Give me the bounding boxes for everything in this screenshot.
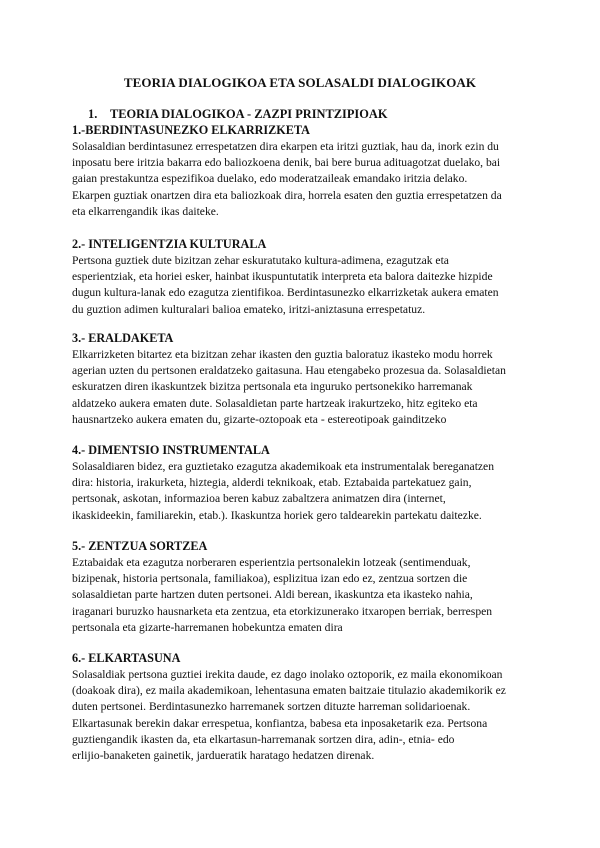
principle-heading: 1.-BERDINTASUNEZKO ELKARRIZKETA	[72, 123, 310, 137]
principle-berdintasunezko-elkarrizketa	[72, 122, 542, 220]
principle-heading: 3.- ERALDAKETA	[72, 331, 174, 345]
body-line: Ekarpen guztiak onartzen dira eta baliozkoak dira, horrela esaten den guztia errespetatzen da	[72, 188, 502, 202]
body-line: guztiengandik ikasten da, eta elkartasun-harremanak sortzen dira, adin-, etnia- edo	[72, 732, 455, 746]
body-line: gaian prestakuntza espezifikoa duelako, edo moderatzaileak emandako iritzia delako.	[72, 172, 468, 186]
body-line: hausnartzeko aukera ematen du, gizarte-oztopoak eta - estereotipoak gainditzeko	[72, 412, 447, 426]
body-line: solasaldietan parte hartzen duten pertsonei. Aldi berean, ikaskuntza eta ikasteko nahia,	[72, 588, 473, 602]
document-title: TEORIA DIALOGIKOA ETA SOLASALDI DIALOGIKOAK	[123, 75, 477, 90]
body-line: dugun kultura-lanak edo ezagutza zientifikoa. Berdintasunezko elkarrizketak aukera ematen	[72, 286, 499, 300]
principle-body	[72, 667, 542, 764]
body-line: Elkartasunak berekin dakar errespetua, konfiantza, babesa eta inposaketarik eza. Pertsona	[72, 716, 488, 730]
principle-dimentsio-instrumentala	[72, 442, 542, 524]
principle-eraldaketa	[72, 330, 542, 428]
body-line: Solasaldian berdintasunez errespetatzen dira ekarpen eta iritzi guztiak, hau da, inork ezin du	[72, 140, 499, 153]
principle-heading: 6.- ELKARTASUNA	[72, 651, 181, 665]
body-line: eskuratzen diren ikaskuntzek bizitza pertsonala eta inguruko pertsonekiko harremanak	[72, 380, 473, 394]
principle-body	[72, 253, 542, 318]
body-line: pertsonak, askotan, informazioa beren kabuz zabaltzera animatzen dira (internet,	[72, 492, 446, 506]
section-heading-text: TEORIA DIALOGIKOA - ZAZPI PRINTZIPIOAK	[110, 107, 388, 121]
principle-heading: 4.- DIMENTSIO INSTRUMENTALA	[72, 443, 270, 457]
body-line: (doakoak dira), ez maila akademikoan, lehentasuna ematen baitzaie titulazio akademikorik ez	[72, 684, 506, 698]
body-line: Solasaldiaren bidez, era guztietako ezagutza akademikoak eta instrumentalak bereganatzen	[72, 460, 495, 473]
body-line: agerian uzten du pertsonen eraldatzeko gaitasuna. Hau etengabeko prozesua da. Solasaldietan	[72, 364, 506, 378]
body-line: Solasaldiak pertsona guztiei irekita daude, ez dago inolako oztoporik, ez maila ekonomikoan	[72, 668, 503, 681]
body-line: Eztabaidak eta ezagutza norberaren esperientzia pertsonalekin lotzeak (sentimenduak,	[72, 556, 471, 569]
body-line: Pertsona guztiek dute bizitzan zehar eskuratutako kultura-adimena, ezagutzak eta	[72, 254, 449, 267]
body-line: eta elkarrengandik ikas daiteke.	[72, 204, 219, 218]
body-line: esperientziak, eta horiei esker, hainbat ikuspuntutatik interpreta eta balora daitezke hizpide	[72, 270, 493, 284]
principle-body	[72, 347, 542, 428]
principle-body	[72, 459, 542, 524]
body-line: dira: historia, irakurketa, hiztegia, alderdi teknikoak, etab. Eztabaida partekatuez gain,	[72, 476, 472, 490]
body-line: erlijio-banaketen gainetik, jardueratik haratago hedatzen direnak.	[72, 749, 375, 763]
principle-elkartasuna	[72, 650, 542, 764]
section-heading	[88, 107, 387, 122]
body-line: pertsonala eta gizarte-harremanen hobekuntza ematen dira	[72, 620, 343, 634]
principle-body	[72, 139, 542, 220]
body-line: duten pertsonei. Berdintasunezko harremanek sortzen dituzte harreman solidarioenak.	[72, 700, 471, 714]
principle-zentzua-sortzea	[72, 538, 542, 636]
principle-body	[72, 555, 542, 636]
body-line: inposatu bere iritzia bakarra edo baliozkoena denik, bai bere burua adituagotzat duelako, bai	[72, 156, 501, 170]
body-line: iraganari buruzko hausnarketa eta zentzua, eta etorkizunerako itxaropen berriak, berrespen	[72, 604, 493, 618]
body-line: ikaskideekin, familiarekin, etab.). Ikaskuntza horiek gero taldearekin partekatu daitezke.	[72, 508, 482, 522]
body-line: bizipenak, historia pertsonala, familiakoa), esplizitua izan edo ez, zentzua sortzen die	[72, 572, 468, 586]
principle-heading: 5.- ZENTZUA SORTZEA	[72, 539, 208, 553]
body-line: Elkarrizketen bitartez eta bizitzan zehar ikasten den guztia baloratuz ikasteko modu horrek	[72, 348, 493, 361]
principle-heading: 2.- INTELIGENTZIA KULTURALA	[72, 237, 267, 251]
body-line: du guztion adimen kulturalari balioa emateko, iritzi-aniztasuna errespetatuz.	[72, 302, 426, 316]
section-number: 1.	[88, 107, 98, 121]
body-line: aldatzeko aukera ematen dute. Solasaldietan parte hartzeak irakurtzeko, hitz egiteko eta	[72, 396, 478, 410]
principle-inteligentzia-kulturala	[72, 236, 542, 318]
